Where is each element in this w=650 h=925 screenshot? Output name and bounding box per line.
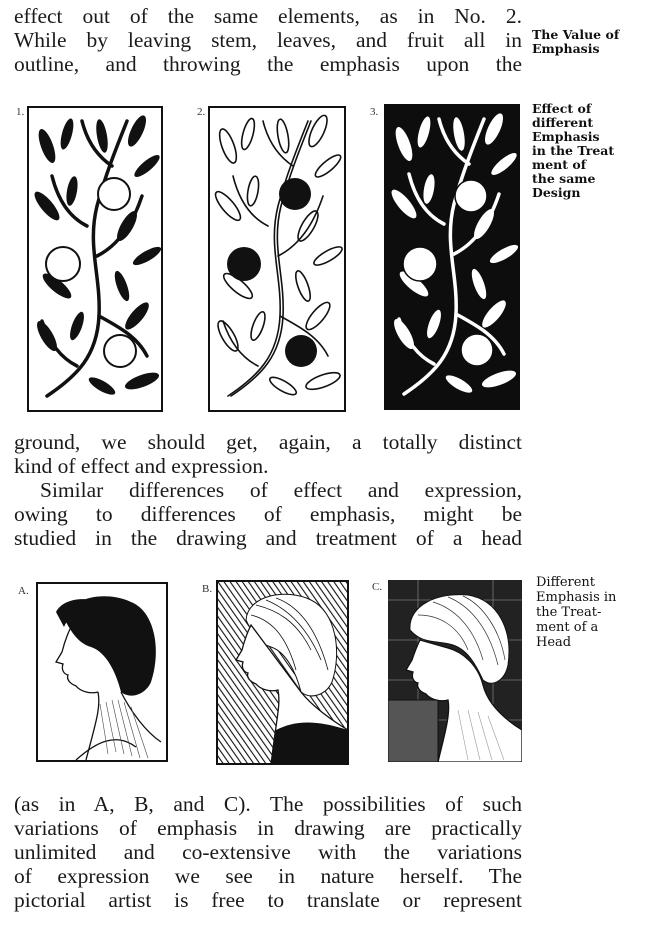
text-line: While by leaving stem, leaves, and fruit all in xyxy=(14,28,522,52)
margin-note-line: The Value of xyxy=(532,27,620,42)
margin-note-line: Effect of xyxy=(532,101,592,116)
margin-note-line: Emphasis xyxy=(532,129,600,144)
head-panel-c xyxy=(388,580,522,762)
text-line: unlimited and co-extensive with the variations xyxy=(14,840,522,864)
head-line-drawing-illustration xyxy=(36,582,168,762)
margin-note-line: ment of a xyxy=(536,620,599,635)
text-line: kind of effect and expression. xyxy=(14,454,269,478)
head-panel-b xyxy=(216,580,349,765)
margin-note-line: Design xyxy=(532,185,581,200)
figure-label-3: 3. xyxy=(370,106,379,118)
margin-note-line: the Treat- xyxy=(536,605,602,620)
fruit-design-panel-3 xyxy=(384,104,520,410)
fruit-branch-outline-leaves-illustration xyxy=(208,106,346,412)
text-line: owing to differences of emphasis, might be xyxy=(14,502,522,526)
margin-note-line: the same xyxy=(532,171,596,186)
top-paragraph xyxy=(14,4,522,76)
figure-label-b: B. xyxy=(202,583,213,595)
text-line: studied in the drawing and treatment of a head xyxy=(14,526,522,550)
figure-label-a: A. xyxy=(18,585,29,597)
head-hatched-background-illustration xyxy=(216,580,349,765)
figure-label-2: 2. xyxy=(197,106,206,118)
figure-label-1: 1. xyxy=(16,106,25,118)
head-panel-a xyxy=(36,582,168,762)
margin-note-line: different xyxy=(532,115,594,130)
margin-note-line: Emphasis in xyxy=(536,590,617,605)
head-light-hair-dark-background-illustration xyxy=(388,580,522,762)
fruit-design-panel-1 xyxy=(27,106,163,412)
bottom-paragraph xyxy=(14,792,522,912)
text-line: Similar differences of effect and expression, xyxy=(40,478,522,502)
text-line: (as in A, B, and C). The possibilities of such xyxy=(14,792,522,816)
figure-label-c: C. xyxy=(372,581,383,593)
fruit-design-panel-2 xyxy=(208,106,346,412)
text-line: effect out of the same elements, as in No. 2. xyxy=(14,4,522,28)
margin-note-line: Emphasis xyxy=(532,41,600,56)
text-line: outline, and throwing the emphasis upon the xyxy=(14,52,522,76)
margin-note-head-emphasis xyxy=(536,575,616,650)
fruit-branch-white-on-black-illustration xyxy=(384,104,520,410)
middle-paragraph xyxy=(14,430,522,550)
fruit-branch-black-leaves-illustration xyxy=(27,106,163,412)
margin-note-line: Head xyxy=(536,635,572,650)
text-line: variations of emphasis in drawing are practically xyxy=(14,816,522,840)
text-line: pictorial artist is free to translate or represent xyxy=(14,888,522,912)
margin-note-effect-of-emphasis xyxy=(532,102,614,200)
margin-note-line: in the Treat xyxy=(532,143,615,158)
text-line: ground, we should get, again, a totally distinct xyxy=(14,430,522,454)
margin-note-line: Different xyxy=(536,575,596,590)
margin-note-value-of-emphasis xyxy=(532,28,619,56)
text-line: of expression we see in nature herself. The xyxy=(14,864,522,888)
margin-note-line: ment of xyxy=(532,157,587,172)
